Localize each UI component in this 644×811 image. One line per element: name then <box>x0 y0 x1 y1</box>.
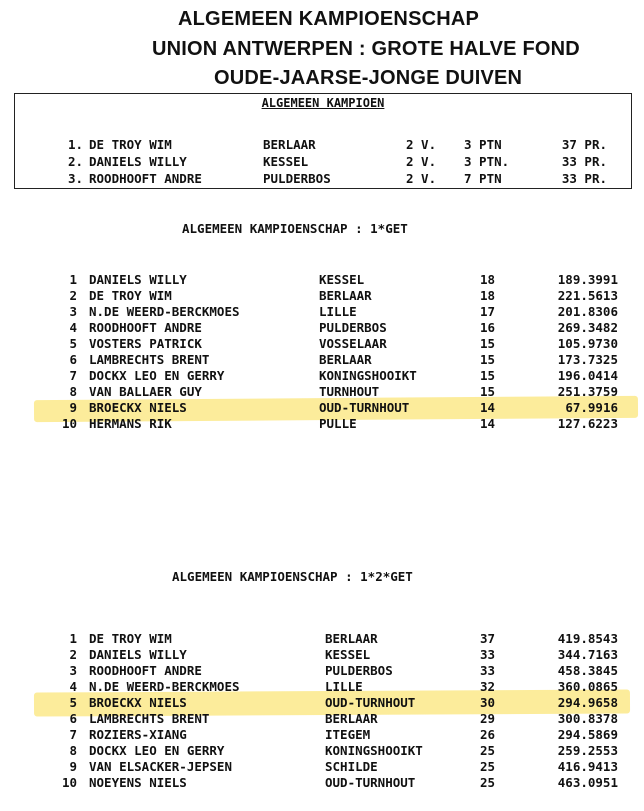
section1-score: 196.0414 <box>557 368 618 383</box>
section2-count: 26 <box>480 727 496 742</box>
section2-count: 32 <box>480 679 496 694</box>
champion_box-place: KESSEL <box>263 154 309 169</box>
section2-count: 25 <box>480 759 496 774</box>
section1-score: 67.9916 <box>565 400 618 415</box>
section1-count: 16 <box>480 320 496 335</box>
champion_box-rank: 3. <box>68 171 84 186</box>
section1-count: 15 <box>480 384 496 399</box>
section2-row <box>0 759 644 775</box>
section2-count: 25 <box>480 775 496 790</box>
section1-name: VAN BALLAER GUY <box>89 384 202 399</box>
section1-row <box>0 320 644 336</box>
section1-rank: 3 <box>69 304 77 319</box>
section2-count: 29 <box>480 711 496 726</box>
champion_box-name: ROODHOOFT ANDRE <box>89 171 202 186</box>
section1-place: KONINGSHOOIKT <box>319 368 417 383</box>
section1-name: DOCKX LEO EN GERRY <box>89 368 225 383</box>
section1-name: BROECKX NIELS <box>89 400 187 415</box>
champion_box-row <box>0 154 644 170</box>
section2-rank: 7 <box>69 727 77 742</box>
champion_box-rank: 1. <box>68 137 84 152</box>
champion_box-v: 2 V. <box>406 154 437 169</box>
section2-row <box>0 647 644 663</box>
section2-score: 458.3845 <box>557 663 618 678</box>
section1-rank: 7 <box>69 368 77 383</box>
section2-score: 419.8543 <box>557 631 618 646</box>
section1-score: 105.9730 <box>557 336 618 351</box>
section1-score: 173.7325 <box>557 352 618 367</box>
section2-row <box>0 711 644 727</box>
section2-place: BERLAAR <box>325 711 378 726</box>
section1-count: 17 <box>480 304 496 319</box>
section1-rank: 8 <box>69 384 77 399</box>
section2-name: DE TROY WIM <box>89 631 172 646</box>
section1-name: VOSTERS PATRICK <box>89 336 202 351</box>
section1-place: PULDERBOS <box>319 320 387 335</box>
section1-name: ROODHOOFT ANDRE <box>89 320 202 335</box>
section1-place: BERLAAR <box>319 352 372 367</box>
section1-count: 15 <box>480 352 496 367</box>
section1-row <box>0 352 644 368</box>
section2-rank: 1 <box>69 631 77 646</box>
section2-rank: 5 <box>69 695 77 710</box>
section1-row <box>0 304 644 320</box>
section2-name: ROZIERS-XIANG <box>89 727 187 742</box>
section1-row <box>0 272 644 288</box>
section1-name: DANIELS WILLY <box>89 272 187 287</box>
section1-score: 251.3759 <box>557 384 618 399</box>
section1-row <box>0 336 644 352</box>
section1-score: 127.6223 <box>557 416 618 431</box>
champion_box-pr: 33 PR. <box>561 154 607 169</box>
section2-row <box>0 775 644 791</box>
champion_box-pts: 3 PTN. <box>464 154 510 169</box>
section1-place: PULLE <box>319 416 357 431</box>
section2-row <box>0 727 644 743</box>
champion_box-rank: 2. <box>68 154 84 169</box>
section2-score: 300.8378 <box>557 711 618 726</box>
section2-place: OUD-TURNHOUT <box>325 695 416 710</box>
section1-place: VOSSELAAR <box>319 336 387 351</box>
section2-score: 344.7163 <box>557 647 618 662</box>
section2-rank: 8 <box>69 743 77 758</box>
champion_box-pts: 7 PTN <box>464 171 502 186</box>
section2-score: 360.0865 <box>557 679 618 694</box>
section2-count: 33 <box>480 647 496 662</box>
section1-row <box>0 400 644 416</box>
document-title-line1: ALGEMEEN KAMPIOENSCHAP <box>178 8 480 30</box>
section2-place: LILLE <box>325 679 363 694</box>
section1-rank: 4 <box>69 320 77 335</box>
champion_box-name: DANIELS WILLY <box>89 154 187 169</box>
section1-row <box>0 288 644 304</box>
section2-place: SCHILDE <box>325 759 378 774</box>
champion_box-pr: 33 PR. <box>561 171 607 186</box>
section1-rank: 2 <box>69 288 77 303</box>
section1-name: DE TROY WIM <box>89 288 172 303</box>
document-title-line3: OUDE-JAARSE-JONGE DUIVEN <box>214 67 523 89</box>
champion_box-place: PULDERBOS <box>263 171 331 186</box>
section2-name: NOEYENS NIELS <box>89 775 187 790</box>
champion_box-pr: 37 PR. <box>561 137 607 152</box>
section2-place: OUD-TURNHOUT <box>325 775 416 790</box>
section2-name: N.DE WEERD-BERCKMOES <box>89 679 240 694</box>
section2-name: VAN ELSACKER-JEPSEN <box>89 759 232 774</box>
section2-name: DOCKX LEO EN GERRY <box>89 743 225 758</box>
section1-count: 15 <box>480 368 496 383</box>
section1-rank: 10 <box>61 416 77 431</box>
section2-name: ROODHOOFT ANDRE <box>89 663 202 678</box>
section1-score: 201.8306 <box>557 304 618 319</box>
champion_box-name: DE TROY WIM <box>89 137 172 152</box>
section2-score: 294.9658 <box>557 695 618 710</box>
section2-place: ITEGEM <box>325 727 371 742</box>
champion_box-pts: 3 PTN <box>464 137 502 152</box>
champion_box-v: 2 V. <box>406 171 437 186</box>
section2-rank: 9 <box>69 759 77 774</box>
section1-row <box>0 416 644 432</box>
section1-place: KESSEL <box>319 272 365 287</box>
section2-place: BERLAAR <box>325 631 378 646</box>
section1-count: 14 <box>480 416 496 431</box>
section2-rank: 6 <box>69 711 77 726</box>
section2-score: 416.9413 <box>557 759 618 774</box>
section1-title: ALGEMEEN KAMPIOENSCHAP : 1*GET <box>182 221 408 236</box>
section1-rank: 1 <box>69 272 77 287</box>
section1-count: 18 <box>480 288 496 303</box>
section2-rank: 10 <box>61 775 77 790</box>
section2-row <box>0 663 644 679</box>
section1-score: 221.5613 <box>557 288 618 303</box>
section1-place: OUD-TURNHOUT <box>319 400 410 415</box>
section1-place: LILLE <box>319 304 357 319</box>
section2-name: DANIELS WILLY <box>89 647 187 662</box>
section2-rank: 3 <box>69 663 77 678</box>
section1-rank: 9 <box>69 400 77 415</box>
section1-rank: 5 <box>69 336 77 351</box>
section2-count: 25 <box>480 743 496 758</box>
section1-score: 189.3991 <box>557 272 618 287</box>
section2-place: PULDERBOS <box>325 663 393 678</box>
section1-name: N.DE WEERD-BERCKMOES <box>89 304 240 319</box>
document-title-line2: UNION ANTWERPEN : GROTE HALVE FOND <box>152 38 580 60</box>
section1-name: HERMANS RIK <box>89 416 172 431</box>
section1-count: 14 <box>480 400 496 415</box>
champion_box-row <box>0 137 644 153</box>
section2-name: LAMBRECHTS BRENT <box>89 711 210 726</box>
section1-place: TURNHOUT <box>319 384 380 399</box>
section1-place: BERLAAR <box>319 288 372 303</box>
section2-score: 294.5869 <box>557 727 618 742</box>
section1-score: 269.3482 <box>557 320 618 335</box>
section1-row <box>0 368 644 384</box>
section2-row <box>0 631 644 647</box>
champion-box-heading: ALGEMEEN KAMPIOEN <box>261 96 385 110</box>
section2-row <box>0 679 644 695</box>
section2-row <box>0 695 644 711</box>
section1-row <box>0 384 644 400</box>
section2-count: 37 <box>480 631 496 646</box>
section2-rank: 2 <box>69 647 77 662</box>
section1-name: LAMBRECHTS BRENT <box>89 352 210 367</box>
section2-place: KONINGSHOOIKT <box>325 743 423 758</box>
section1-count: 15 <box>480 336 496 351</box>
section1-rank: 6 <box>69 352 77 367</box>
section2-title: ALGEMEEN KAMPIOENSCHAP : 1*2*GET <box>172 569 413 584</box>
section2-name: BROECKX NIELS <box>89 695 187 710</box>
section2-rank: 4 <box>69 679 77 694</box>
section2-score: 259.2553 <box>557 743 618 758</box>
section2-row <box>0 743 644 759</box>
section2-place: KESSEL <box>325 647 371 662</box>
section2-count: 30 <box>480 695 496 710</box>
section2-score: 463.0951 <box>557 775 618 790</box>
section1-count: 18 <box>480 272 496 287</box>
section2-count: 33 <box>480 663 496 678</box>
champion_box-v: 2 V. <box>406 137 437 152</box>
champion_box-place: BERLAAR <box>263 137 316 152</box>
champion_box-row <box>0 171 644 187</box>
